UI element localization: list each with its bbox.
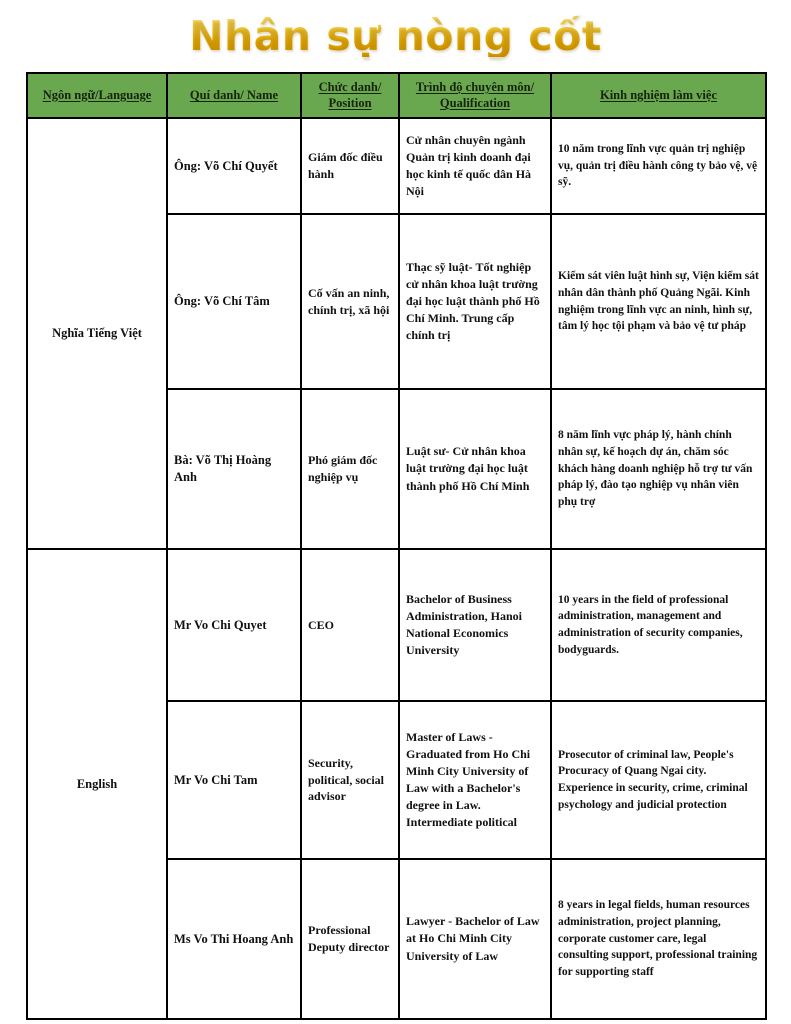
- cell-name: Bà: Võ Thị Hoàng Anh: [167, 389, 301, 549]
- core-personnel-table: [26, 72, 767, 1020]
- column-header-language: [27, 73, 167, 118]
- column-header-language-label: Ngôn ngữ/Language: [42, 87, 152, 102]
- column-header-name: [167, 73, 301, 118]
- cell-qualification: Master of Laws - Graduated from Ho Chi Minh City University of Law with a Bachelor's degree in Law. Intermediate political: [399, 701, 551, 859]
- cell-qualification: Luật sư- Cử nhân khoa luật trường đại học luật thành phố Hồ Chí Minh: [399, 389, 551, 549]
- cell-experience: Kiểm sát viên luật hình sự, Viện kiểm sát nhân dân thành phố Quảng Ngãi. Kinh nghiệm trong lĩnh vực an ninh, hình sự, tâm lý học tội phạm và bảo vệ tư pháp: [551, 214, 766, 389]
- page-title: Nhân sự nòng cốt: [189, 11, 602, 60]
- column-header-position-label-line2: Position: [328, 95, 372, 110]
- column-header-qualification-label-line1: Trình độ chuyên môn/: [415, 79, 535, 94]
- cell-name: Ông: Võ Chí Tâm: [167, 214, 301, 389]
- column-header-position-label-line1: Chức danh/: [318, 79, 382, 94]
- cell-position: Giám đốc điều hành: [301, 118, 399, 214]
- cell-position: Professional Deputy director: [301, 859, 399, 1019]
- cell-name: Ông: Võ Chí Quyết: [167, 118, 301, 214]
- column-header-name-label: Quí danh/ Name: [189, 87, 279, 102]
- staff-table-wrapper: [0, 72, 791, 1020]
- cell-qualification: Cử nhân chuyên ngành Quản trị kinh doanh đại học kinh tế quốc dân Hà Nội: [399, 118, 551, 214]
- cell-qualification: Lawyer - Bachelor of Law at Ho Chi Minh City University of Law: [399, 859, 551, 1019]
- column-header-qualification: [399, 73, 551, 118]
- table-row: [27, 549, 766, 701]
- column-header-position: [301, 73, 399, 118]
- cell-experience: 10 năm trong lĩnh vực quản trị nghiệp vụ, quản trị điều hành công ty bảo vệ, vệ sỹ.: [551, 118, 766, 214]
- cell-position: Phó giám đốc nghiệp vụ: [301, 389, 399, 549]
- cell-position: CEO: [301, 549, 399, 701]
- cell-name: Mr Vo Chi Tam: [167, 701, 301, 859]
- cell-name: Mr Vo Chi Quyet: [167, 549, 301, 701]
- section-label-english: English: [27, 549, 167, 1019]
- table-header: [27, 73, 766, 118]
- cell-position: Security, political, social advisor: [301, 701, 399, 859]
- cell-qualification: Thạc sỹ luật- Tốt nghiệp cử nhân khoa luật trường đại học luật thành phố Hồ Chí Minh. Trung cấp chính trị: [399, 214, 551, 389]
- section-label-vietnamese: Nghĩa Tiếng Việt: [27, 118, 167, 549]
- column-header-experience: [551, 73, 766, 118]
- table-header-row: [27, 73, 766, 118]
- cell-experience: Prosecutor of criminal law, People's Procuracy of Quang Ngai city. Experience in security, crime, criminal psychology and judicial protection: [551, 701, 766, 859]
- cell-experience: 10 years in the field of professional administration, management and administration of security companies, bodyguards.: [551, 549, 766, 701]
- column-header-experience-label: Kinh nghiệm làm việc: [599, 87, 718, 102]
- cell-name: Ms Vo Thi Hoang Anh: [167, 859, 301, 1019]
- table-body: [27, 118, 766, 1019]
- cell-experience: 8 năm lĩnh vực pháp lý, hành chính nhân sự, kế hoạch dự án, chăm sóc khách hàng doanh nghiệp hỗ trợ tư vấn pháp lý, đào tạo nghiệp vụ nhân viên phụ trợ: [551, 389, 766, 549]
- cell-experience: 8 years in legal fields, human resources administration, project planning, corporate customer care, legal consulting support, professional training for supporting staff: [551, 859, 766, 1019]
- table-row: [27, 118, 766, 214]
- title-area: [0, 0, 791, 72]
- cell-qualification: Bachelor of Business Administration, Hanoi National Economics University: [399, 549, 551, 701]
- column-header-qualification-label-line2: Qualification: [439, 95, 511, 110]
- cell-position: Cố vấn an ninh, chính trị, xã hội: [301, 214, 399, 389]
